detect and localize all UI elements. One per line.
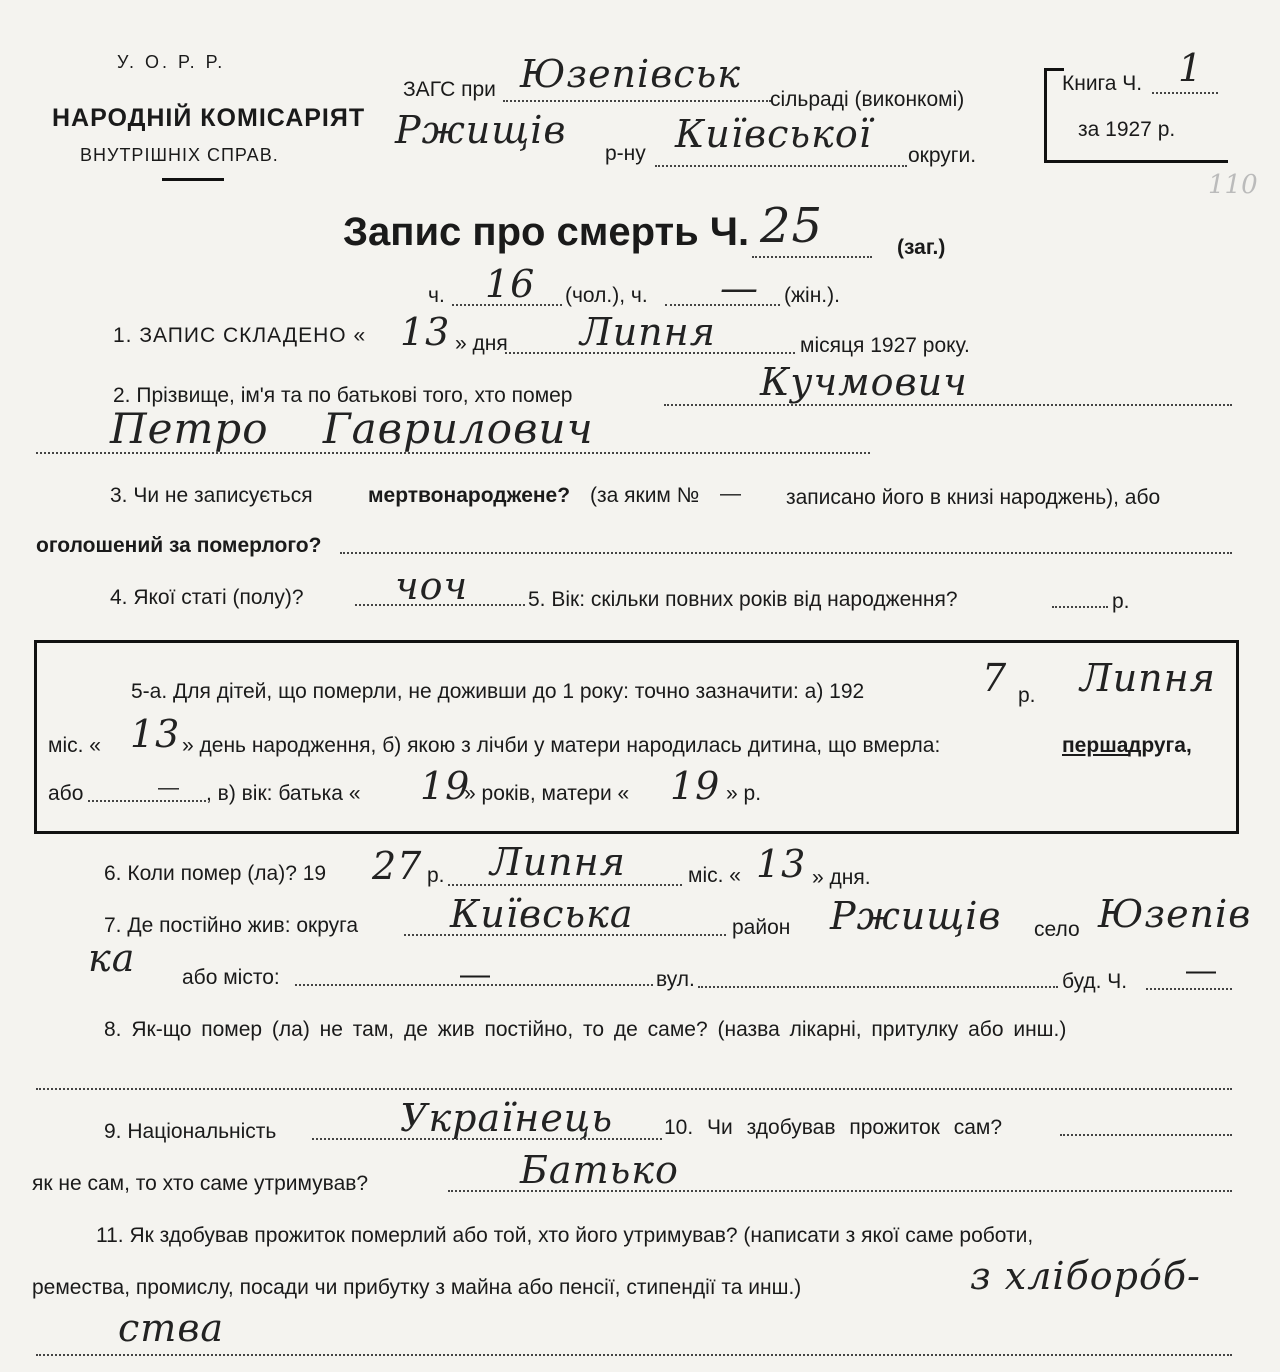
- district-value: Ржищів: [395, 108, 567, 152]
- district-label: р-ну: [605, 142, 646, 165]
- f9-label: 9. Національність: [104, 1120, 277, 1143]
- f10-line1: [1060, 1134, 1232, 1136]
- f7-bud: буд. Ч.: [1062, 970, 1128, 993]
- book-box-top: [1044, 68, 1064, 71]
- record-title: Запис про смерть Ч.: [343, 210, 750, 254]
- commissariat-title: НАРОДНІЙ КОМІСАРІЯТ: [52, 104, 366, 132]
- corner-mark: 110: [1208, 170, 1258, 200]
- f7-bud-line: [1146, 988, 1232, 990]
- zags-label: ЗАГС при: [403, 78, 496, 101]
- header-divider: [162, 178, 224, 181]
- f11-value2: ства: [118, 1306, 225, 1350]
- f7-vul: вул.: [656, 968, 695, 991]
- f5a-day: 13: [130, 712, 181, 756]
- male-label: (чол.), ч.: [565, 284, 648, 307]
- f8-label: 8. Як-що помер (ла) не там, де жив постійно, то де саме? (назва лікарні, притулку або инш.): [104, 1018, 1067, 1041]
- f5a-other: —: [158, 776, 179, 799]
- f5a-abo: або: [48, 782, 84, 805]
- f3-line2: оголошений за померлого?: [36, 534, 322, 557]
- f3-mid: (за яким №: [590, 484, 700, 507]
- f6-month: Липня: [490, 840, 626, 884]
- f7-label: 7. Де постійно жив: округа: [104, 914, 359, 937]
- okruha-value: Київської: [675, 112, 872, 156]
- f5a-mis: міс. «: [48, 734, 101, 757]
- f5a-line3b: » років, матери «: [464, 782, 630, 805]
- male-number: 16: [485, 262, 536, 306]
- female-line: [665, 304, 780, 306]
- f10-label: 10. Чи здобував прожиток сам?: [664, 1116, 1002, 1139]
- f10-line2-dots: [448, 1190, 1232, 1192]
- f1-line: [505, 352, 795, 354]
- f8-line: [36, 1088, 1232, 1090]
- f7-misto: або місто:: [182, 966, 280, 989]
- f5a-abo-line: [88, 800, 206, 802]
- f6-year: 27: [372, 844, 423, 888]
- f5a-father: 19: [420, 764, 471, 808]
- record-suffix: (заг.): [897, 236, 946, 259]
- f9-value: Українець: [400, 1096, 614, 1140]
- f2-label: 2. Прізвище, ім'я та по батькові того, хто помер: [113, 384, 573, 407]
- book-year: за 1927 р.: [1078, 118, 1176, 141]
- f3-end: записано його в книзі народжень), або: [786, 486, 1161, 509]
- f4-label: 4. Якої статі (полу)?: [110, 586, 304, 609]
- f5a-line2: » день народження, б) якою з лічби у матери народилась дитина, що вмерла:: [182, 734, 941, 757]
- f6-end: » дня.: [812, 866, 871, 889]
- f4-value: чоч: [395, 564, 469, 608]
- f5-line: [1052, 606, 1108, 608]
- book-box-side: [1044, 68, 1047, 162]
- book-box-bottom: [1044, 160, 1228, 163]
- f7-selo: Юзепів: [1098, 892, 1252, 936]
- f2-surname: Кучмович: [760, 360, 968, 404]
- f7-selo-cont: ка: [88, 936, 136, 980]
- f1-month: Липня: [580, 310, 716, 354]
- f6-line: [448, 884, 682, 886]
- book-label: Книга Ч.: [1062, 72, 1143, 95]
- f1-day: 13: [400, 310, 451, 354]
- f1-end: місяця 1927 року.: [800, 334, 970, 357]
- f5a-line3c: » р.: [726, 782, 762, 805]
- zags-line: [503, 100, 771, 102]
- f5a-line1: 5-а. Для дітей, що померли, не доживши до 1 року: точно зазначити: а) 192: [131, 680, 865, 703]
- f7-raion: Ржищів: [830, 894, 1002, 938]
- f7-raion-label: район: [732, 916, 791, 939]
- f7-bud-val: —: [1186, 954, 1216, 987]
- f5a-year: 7: [982, 656, 1008, 700]
- f11-line2: ремества, промислу, посади чи прибутку з майна або пенсії, стипендії та инш.): [32, 1276, 802, 1299]
- book-value: 1: [1178, 46, 1204, 90]
- f7-selo-label: село: [1034, 918, 1080, 941]
- f2-line1: [664, 404, 1232, 406]
- f5a-month: Липня: [1080, 656, 1216, 700]
- f7-misto-val: —: [460, 958, 490, 991]
- f10-line2: як не сам, то хто саме утримував?: [32, 1172, 369, 1195]
- f5-end: р.: [1112, 590, 1130, 613]
- book-line: [1152, 92, 1218, 94]
- f7-okruha: Київська: [450, 892, 634, 936]
- f5a-second: друга,: [1128, 734, 1192, 757]
- f5a-first: перша: [1062, 734, 1129, 757]
- f11-value: з хліборо́б-: [970, 1254, 1201, 1298]
- female-label: (жін.).: [784, 284, 840, 307]
- f5a-r: р.: [1018, 684, 1036, 707]
- f7-vul-line: [698, 986, 1058, 988]
- f10-value: Батько: [520, 1148, 679, 1192]
- f6-r: р.: [427, 864, 445, 887]
- okruha-line: [655, 165, 907, 167]
- okruha-label: округи.: [908, 144, 977, 167]
- record-number-line: [752, 256, 872, 258]
- f3-bold: мертвонароджене?: [368, 484, 571, 507]
- f7-okruha-line: [404, 934, 726, 936]
- f11-line3: [36, 1354, 1232, 1356]
- f6-mis: міс. «: [688, 864, 741, 887]
- f5-label: 5. Вік: скільки повних років від народження?: [528, 588, 958, 611]
- f3-label: 3. Чи не записується: [110, 484, 313, 507]
- zags-value: Юзепівськ: [520, 52, 741, 96]
- ussr-header: У. О. Р. Р.: [117, 52, 226, 72]
- f3-line2-dots: [340, 552, 1232, 554]
- f5a-line3a: , в) вік: батька «: [206, 782, 361, 805]
- f2-name: Петро Гаврилович: [110, 404, 594, 453]
- f2-line2: [36, 452, 870, 454]
- f6-day: 13: [756, 842, 807, 886]
- f4-line: [355, 604, 525, 606]
- f6-label: 6. Коли помер (ла)? 19: [104, 862, 327, 885]
- f1-label: 1. ЗАПИС СКЛАДЕНО «: [113, 324, 367, 347]
- f5a-mother: 19: [670, 764, 721, 808]
- record-number: 25: [760, 198, 824, 254]
- f3-num: —: [720, 482, 741, 505]
- f1-mid: » дня: [455, 332, 508, 355]
- sub-ch: ч.: [428, 284, 445, 307]
- council-label: сільраді (виконкомі): [770, 88, 965, 111]
- f11-label: 11. Як здобував прожиток померлий або той, хто його утримував? (написати з якої саме роботи,: [96, 1224, 1034, 1247]
- male-line: [452, 304, 562, 306]
- f9-line: [312, 1138, 662, 1140]
- internal-affairs-title: ВНУТРІШНІХ СПРАВ.: [80, 145, 279, 165]
- female-number: —: [720, 266, 759, 310]
